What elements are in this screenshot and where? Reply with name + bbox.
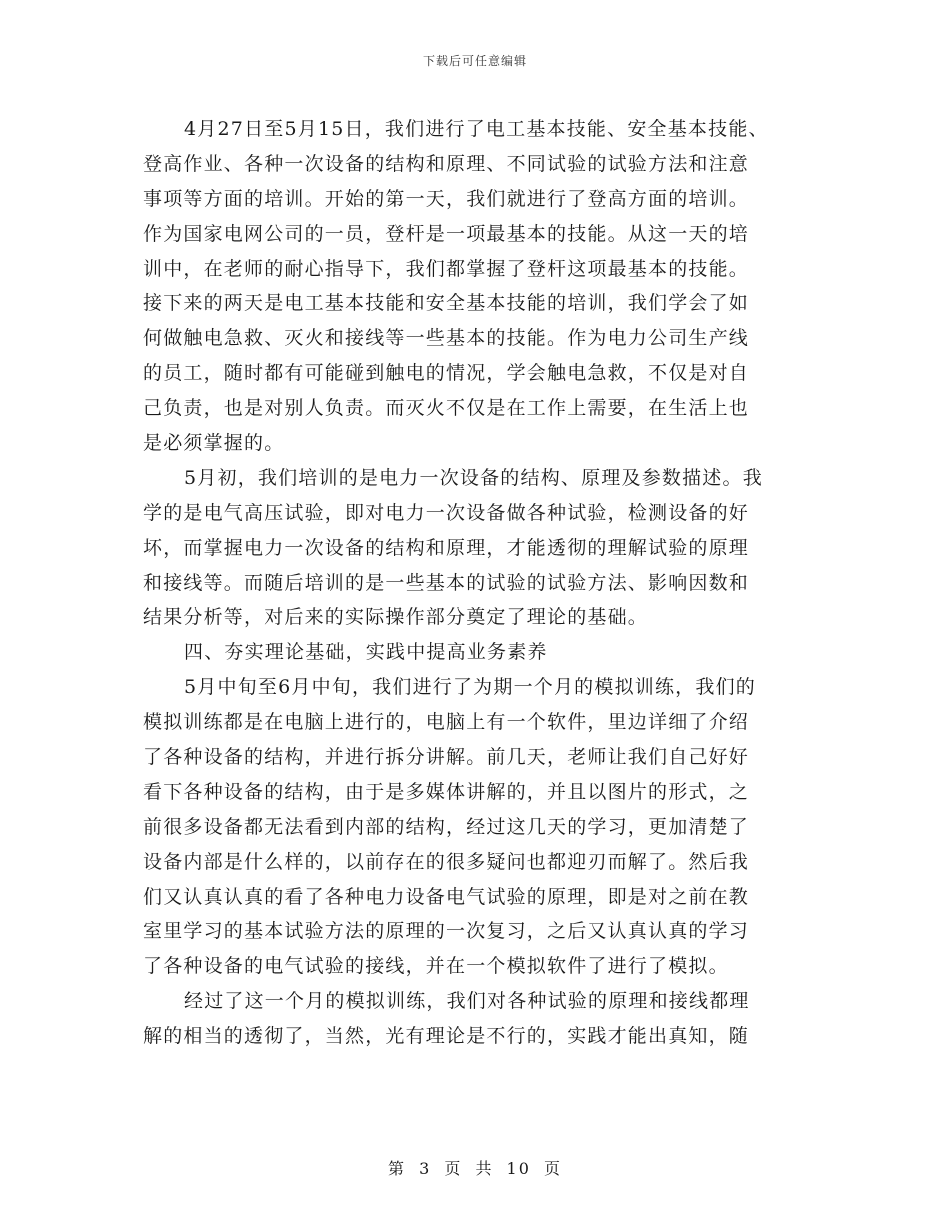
text-line: 们又认真认真的看了各种电力设备电气试验的原理，即是对之前在教 [143,885,750,908]
text-line: 和接线等。而随后培训的是一些基本的试验的试验方法、影响因数和 [143,571,750,594]
text-line: 看下各种设备的结构，由于是多媒体讲解的，并且以图片的形式，之 [143,780,750,803]
text-line: 事项等方面的培训。开始的第一天，我们就进行了登高方面的培训。 [143,187,750,210]
text-line: 的员工，随时都有可能碰到触电的情况，学会触电急救，不仅是对自 [143,362,750,385]
page-header: 下载后可任意编辑 [422,54,527,68]
text-line: 登高作业、各种一次设备的结构和原理、不同试验的试验方法和注意 [143,152,750,175]
text-line: 模拟训练都是在电脑上进行的，电脑上有一个软件，里边详细了介绍 [143,711,750,734]
text-line: 了各种设备的电气试验的接线，并在一个模拟软件了进行了模拟。 [143,955,729,978]
text-line: 坏，而掌握电力一次设备的结构和原理，才能透彻的理解试验的原理 [143,536,750,559]
section-heading: 四、夯实理论基础，实践中提高业务素养 [184,641,548,664]
text-line: 训中，在老师的耐心指导下，我们都掌握了登杆这项最基本的技能。 [143,257,750,280]
text-line: 是必须掌握的。 [143,432,285,455]
text-line: 解的相当的透彻了，当然，光有理论是不行的，实践才能出真知，随 [143,1025,750,1048]
text-line: 己负责，也是对别人负责。而灭火不仅是在工作上需要，在生活上也 [143,397,750,420]
text-line: 了各种设备的结构，并进行拆分讲解。前几天，老师让我们自己好好 [143,746,750,769]
text-line: 4月27日至5月15日，我们进行了电工基本技能、安全基本技能、 [184,118,769,140]
text-line: 作为国家电网公司的一员，登杆是一项最基本的技能。从这一天的培 [143,222,750,245]
text-line: 经过了这一个月的模拟训练，我们对各种试验的原理和接线都理 [184,990,750,1013]
document-body [143,112,823,1054]
text-line: 接下来的两天是电工基本技能和安全基本技能的培训，我们学会了如 [143,292,750,315]
text-line: 前很多设备都无法看到内部的结构，经过这几天的学习，更加清楚了 [143,815,750,838]
text-line: 学的是电气高压试验，即对电力一次设备做各种试验，检测设备的好 [143,501,750,524]
text-line: 设备内部是什么样的，以前存在的很多疑问也都迎刃而解了。然后我 [143,850,750,873]
text-line: 何做触电急救、灭火和接线等一些基本的技能。作为电力公司生产线 [143,327,750,350]
text-line: 5月中旬至6月中旬，我们进行了为期一个月的模拟训练，我们的 [184,676,756,699]
text-line: 室里学习的基本试验方法的原理的一次复习，之后又认真认真的学习 [143,920,750,943]
text-line: 结果分析等，对后来的实际操作部分奠定了理论的基础。 [143,606,649,629]
text-line: 5月初，我们培训的是电力一次设备的结构、原理及参数描述。我 [184,466,763,489]
page-number: 第 3 页 共 10 页 [388,1159,562,1178]
